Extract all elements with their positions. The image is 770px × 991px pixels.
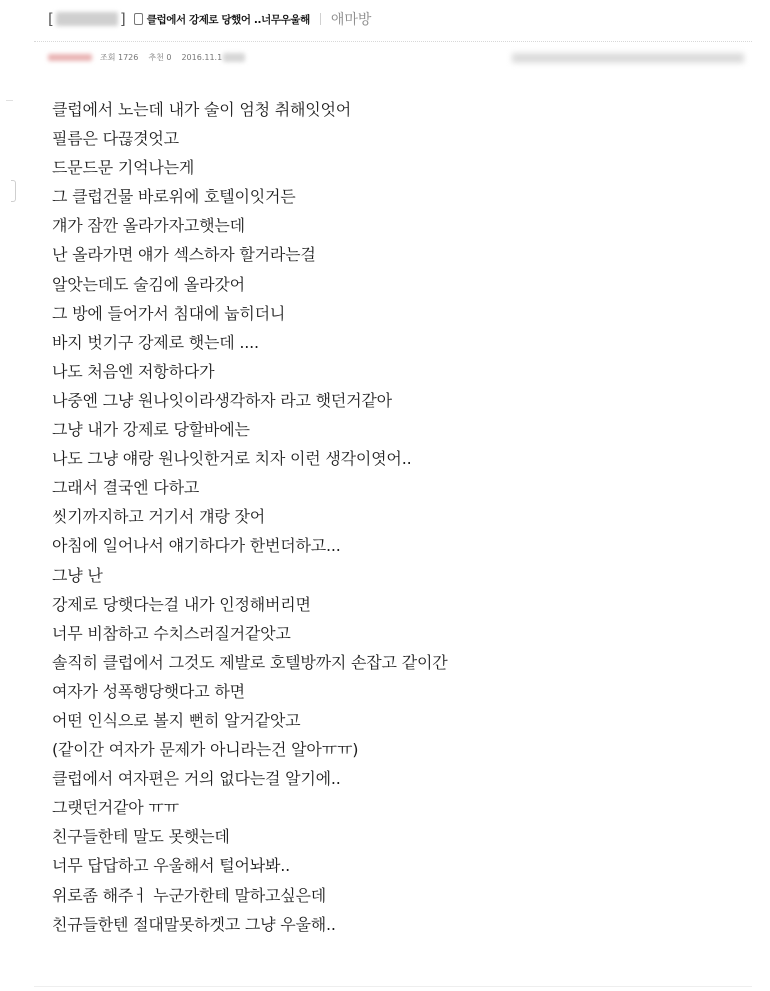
mobile-icon	[134, 13, 143, 25]
post-line: 걔가 잠깐 올라가자고햇는데	[52, 216, 245, 236]
post-header	[48, 6, 371, 32]
post-title[interactable]: 클럽에서 강제로 당했어 ..너무우울해	[146, 13, 310, 26]
view-count: 조회 1726	[100, 52, 139, 62]
post-line: 클럽에서 노는데 내가 술이 엄청 취해잇엇어	[52, 100, 352, 119]
post-line: 난 올라가면 얘가 섹스하자 할거라는걸	[52, 245, 316, 265]
post-line: 어떤 인식으로 볼지 뻔히 알거같앗고	[52, 710, 301, 730]
post-date: 2016.11.1	[181, 52, 223, 62]
post-line: 알앗는데도 술김에 올라갓어	[52, 274, 245, 294]
post-line: 바지 벗기구 강제로 햇는데 ....	[52, 332, 259, 352]
post-meta	[48, 50, 245, 64]
post-line: 그냥 내가 강제로 당할바에는	[52, 420, 250, 440]
post-line: 친구들한테 말도 못햇는데	[52, 827, 230, 847]
post-line: 클럽에서 여자편은 거의 없다는걸 알기에..	[52, 769, 341, 789]
post-line: 아침에 일어나서 얘기하다가 한번더하고...	[52, 536, 341, 556]
post-line: 필름은 다끊겻엇고	[52, 129, 179, 149]
post-line: 너무 비참하고 수치스러질거같앗고	[52, 623, 291, 643]
bracket-open: [	[48, 10, 54, 28]
left-edge-bracket	[11, 180, 16, 202]
board-name[interactable]: 애마방	[330, 12, 372, 28]
post-line: 드문드문 기억나는게	[52, 158, 195, 178]
redacted-prefix	[56, 12, 118, 26]
post-line: 나도 처음엔 저항하다가	[52, 361, 215, 381]
redacted-url	[512, 53, 744, 63]
post-line: 여자가 성폭행당햇다고 하면	[52, 681, 245, 701]
post-line: 그 클럽건물 바로위에 호텔이잇거든	[52, 187, 296, 207]
post-line: 나중엔 그냥 원나잇이라생각하자 라고 햇던거같아	[52, 390, 392, 410]
header-divider	[320, 13, 321, 25]
post-line: 친규들한텐 절대말못하겟고 그냥 우울해..	[52, 914, 336, 934]
left-edge-mark	[6, 100, 13, 101]
recommend-count: 추천 0	[148, 52, 172, 62]
bracket-close: ]	[119, 10, 126, 28]
post-line: (같이간 여자가 문제가 아니라는건 알아ㅠㅠ)	[52, 740, 359, 760]
post-line: 나도 그냥 얘랑 원나잇한거로 치자 이런 생각이엿어..	[52, 449, 412, 469]
post-line: 그냥 난	[52, 565, 103, 585]
post-line: 그랫던거같아 ㅠㅠ	[52, 798, 179, 818]
post-line: 강제로 당햇다는걸 내가 인정해버리면	[52, 594, 311, 614]
post-body	[52, 95, 447, 939]
bottom-divider	[34, 986, 752, 987]
post-line: 너무 답답하고 우울해서 털어놔봐..	[52, 856, 291, 876]
redacted-date	[223, 53, 245, 62]
post-line: 그래서 결국엔 다하고	[52, 478, 200, 498]
redacted-author[interactable]	[48, 54, 92, 61]
post-line: 그 방에 들어가서 침대에 눕히더니	[52, 303, 286, 323]
header-divider-line	[34, 41, 752, 42]
post-line: 씻기까지하고 거기서 걔랑 잣어	[52, 507, 265, 527]
post-line: 위로좀 해주ㅓ 누군가한테 말하고싶은데	[52, 885, 327, 905]
post-line: 솔직히 클럽에서 그것도 제발로 호텔방까지 손잡고 같이간	[52, 652, 448, 672]
